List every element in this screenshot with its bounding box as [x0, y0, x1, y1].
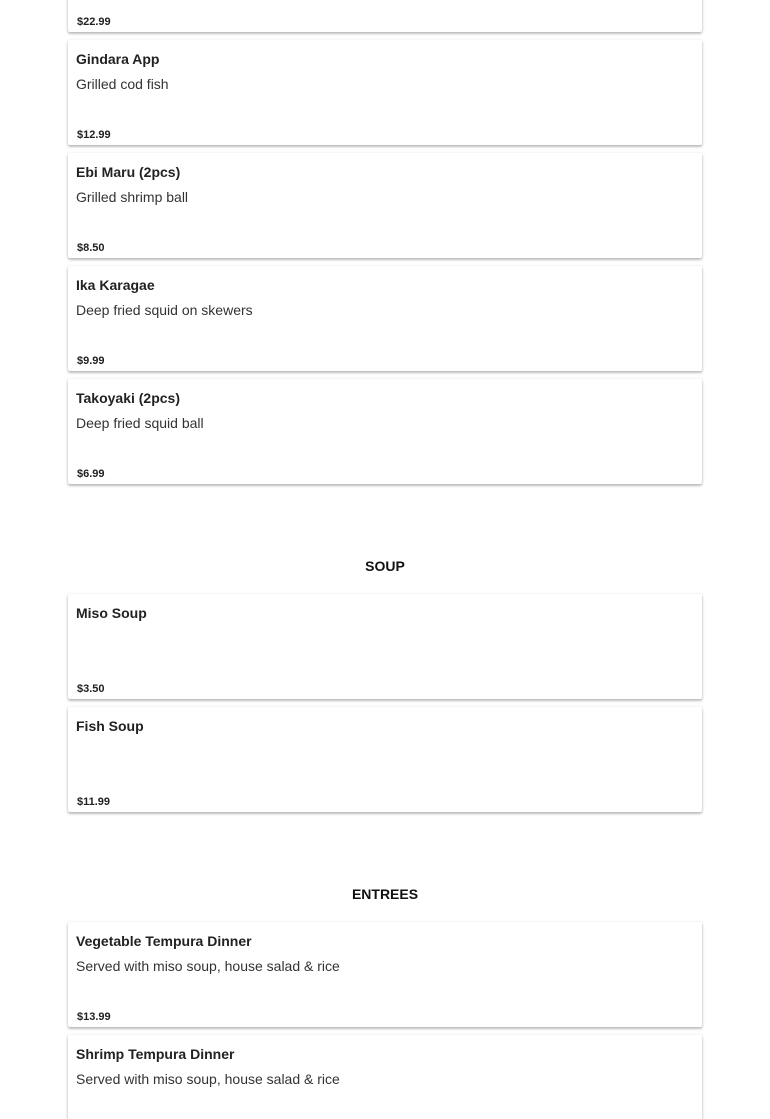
menu-item-price: $9.99: [77, 355, 105, 367]
section-title-entrees: ENTREES: [351, 886, 419, 902]
menu-item-name: Takoyaki (2pcs): [76, 390, 181, 406]
menu-item-price: $13.99: [77, 1011, 111, 1023]
menu-item-card[interactable]: [68, 594, 702, 699]
menu-item-card[interactable]: [68, 1035, 702, 1119]
menu-item-description: Served with miso soup, house salad & rice: [76, 958, 340, 974]
menu-item-description: Deep fried squid on skewers: [76, 302, 253, 318]
menu-item-card[interactable]: [68, 266, 702, 371]
menu-item-card[interactable]: [68, 707, 702, 812]
menu-item-description: Served with miso soup, house salad & rice: [76, 1071, 340, 1087]
menu-item-price: $6.99: [77, 468, 105, 480]
menu-item-description: Grilled shrimp ball: [76, 189, 189, 205]
menu-item-price: $8.50: [77, 242, 105, 254]
menu-item-name: Ika Karagae: [76, 277, 155, 293]
menu-item-price: $3.50: [77, 683, 105, 695]
menu-item-price: $22.99: [77, 16, 111, 28]
section-title-soup: SOUP: [365, 558, 405, 574]
menu-item-price: $12.99: [77, 129, 111, 141]
menu-item-card[interactable]: [68, 0, 702, 32]
menu-item-card[interactable]: [68, 153, 702, 258]
menu-item-card[interactable]: [68, 40, 702, 145]
menu-item-name: Gindara App: [76, 51, 160, 67]
menu-item-card[interactable]: [68, 379, 702, 484]
menu-item-name: Ebi Maru (2pcs): [76, 164, 181, 180]
menu-item-name: Miso Soup: [76, 605, 147, 621]
menu-item-card[interactable]: [68, 922, 702, 1027]
menu-item-name: Vegetable Tempura Dinner: [76, 933, 252, 949]
menu-item-description: Deep fried squid ball: [76, 415, 204, 431]
menu-item-description: Grilled cod fish: [76, 76, 169, 92]
menu-item-price: $11.99: [77, 796, 111, 808]
menu-item-name: Fish Soup: [76, 718, 144, 734]
menu-item-name: Shrimp Tempura Dinner: [76, 1046, 235, 1062]
